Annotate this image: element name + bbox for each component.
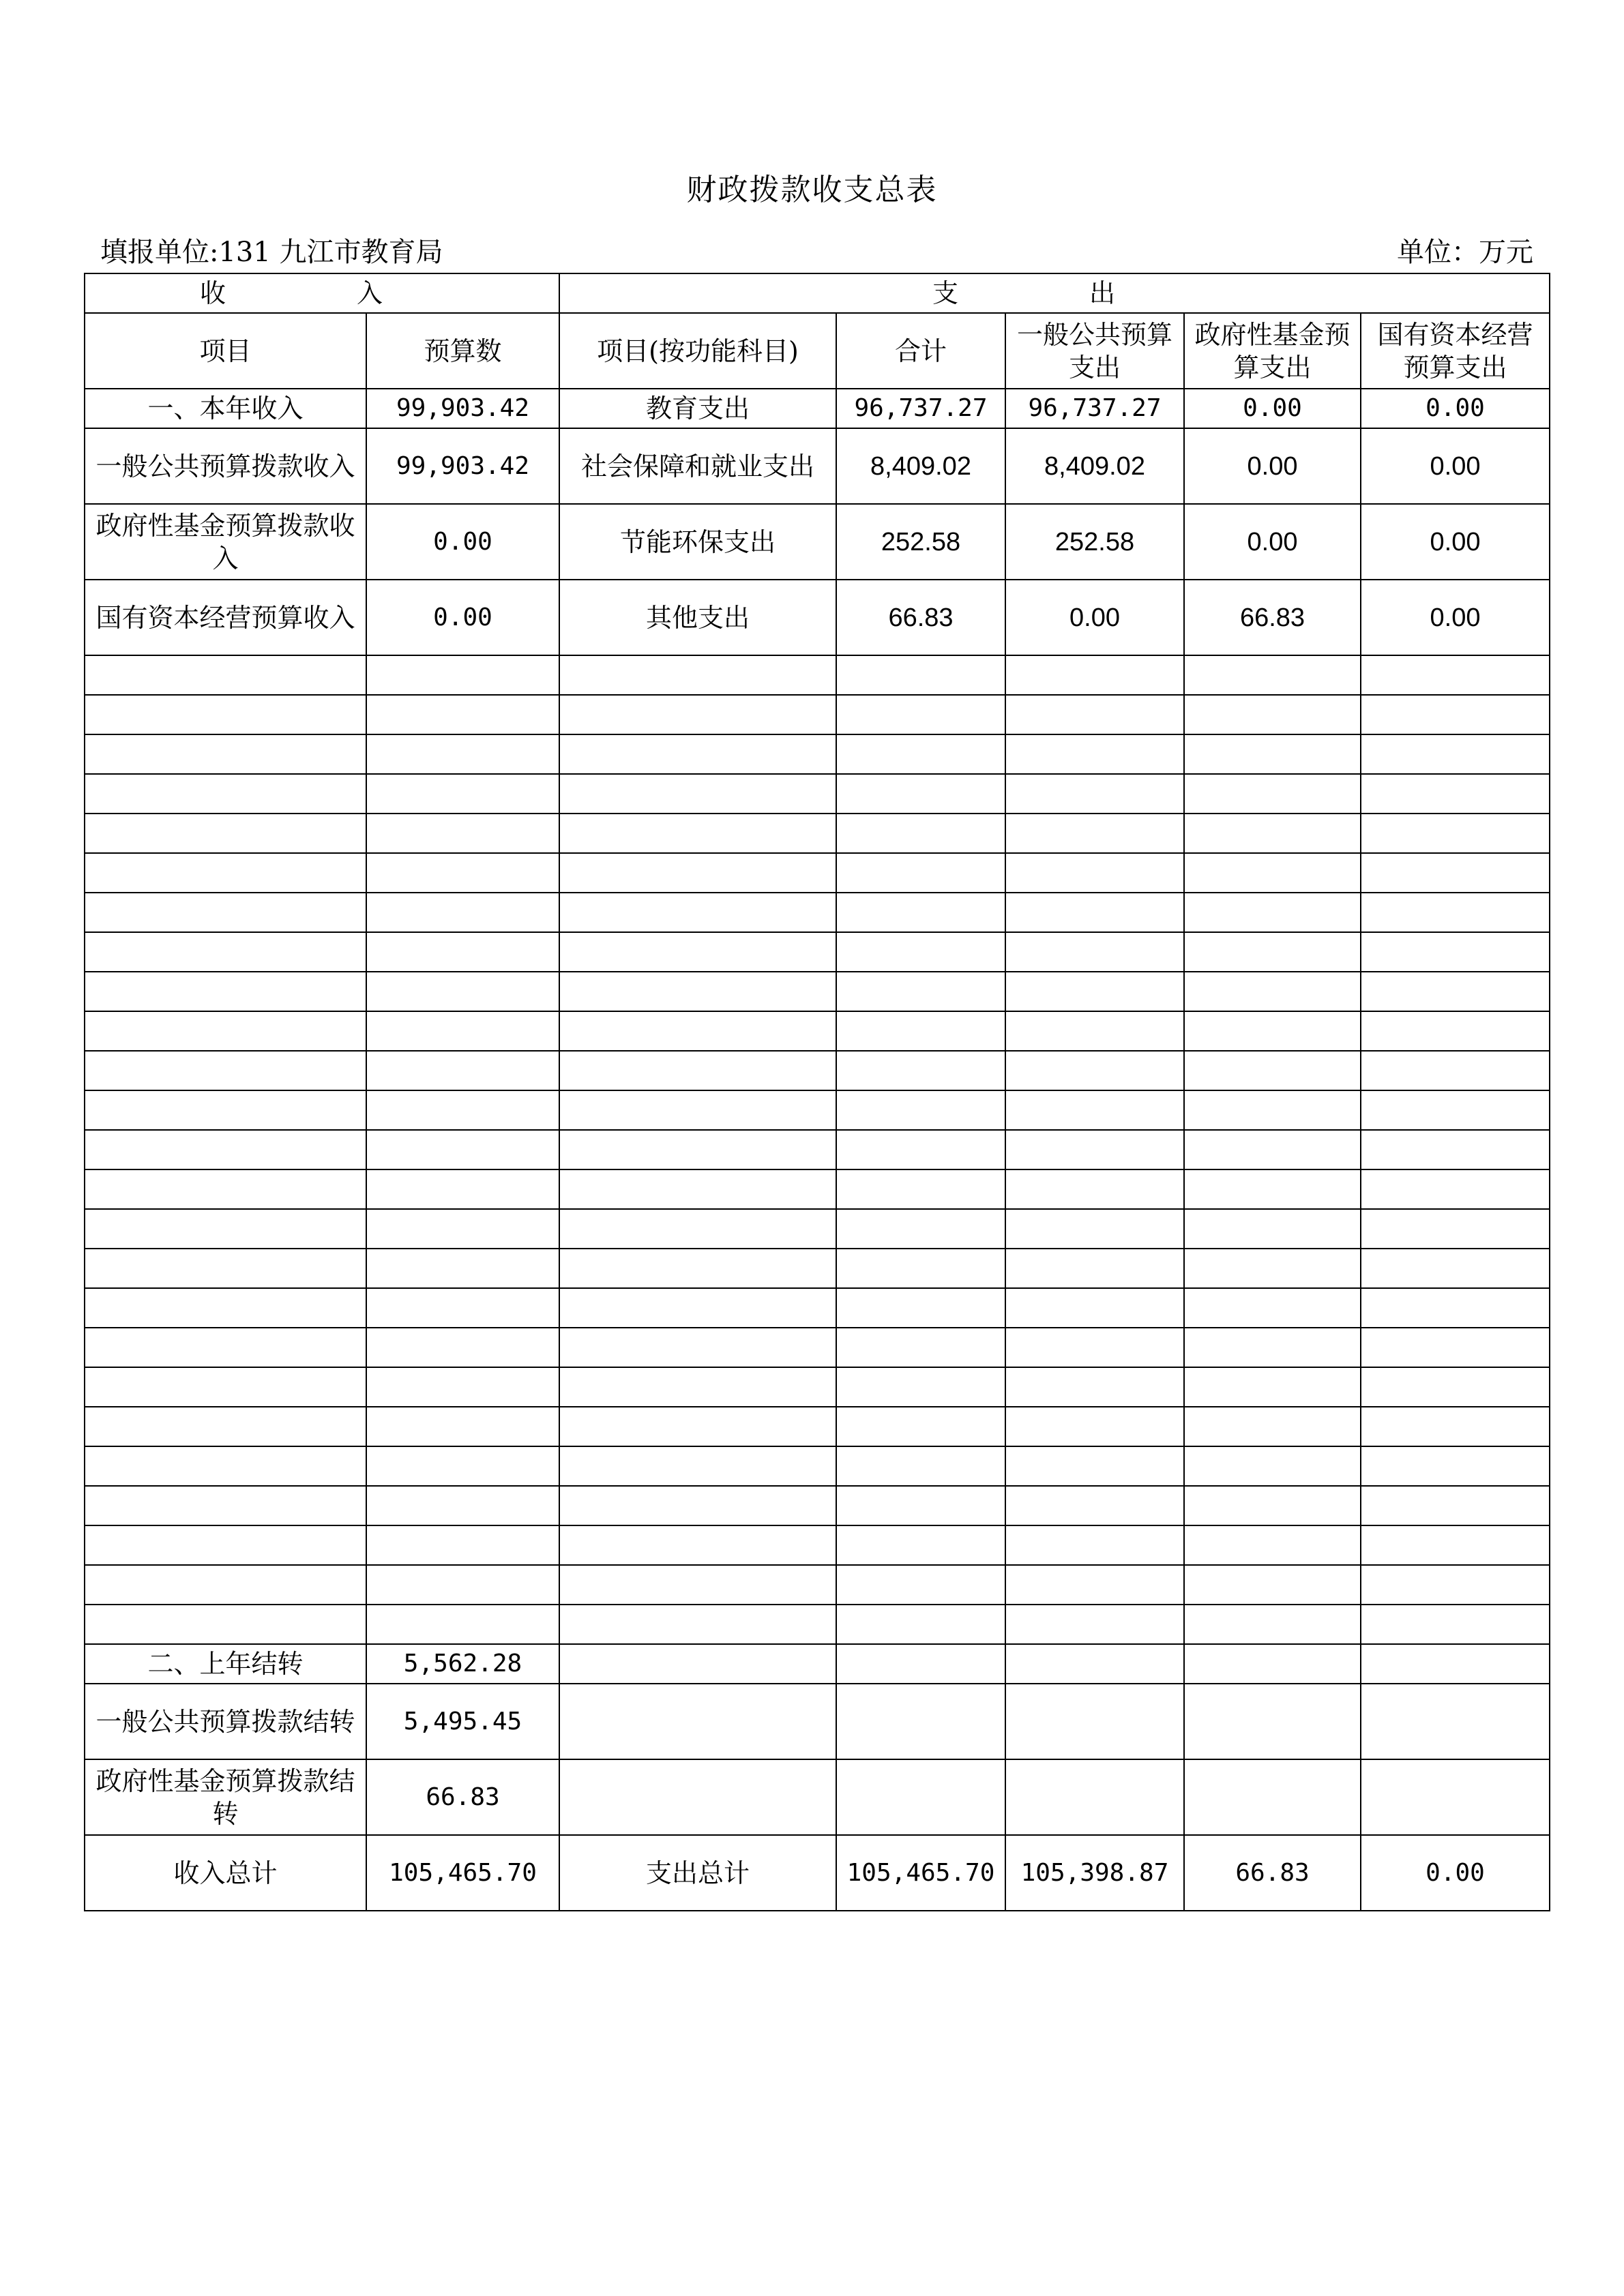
empty-cell bbox=[559, 1090, 836, 1130]
income-label: 一般公共预算拨款收入 bbox=[85, 428, 366, 504]
income-value: 0.00 bbox=[366, 580, 559, 655]
expense-gov-fund: 0.00 bbox=[1184, 428, 1361, 504]
empty-cell bbox=[559, 1169, 836, 1209]
empty-row bbox=[85, 1209, 1550, 1249]
empty-cell bbox=[366, 893, 559, 932]
empty-cell bbox=[559, 655, 836, 695]
expense-grand-total: 105,465.70 bbox=[836, 1835, 1005, 1911]
empty-cell bbox=[1361, 1446, 1550, 1486]
empty-cell bbox=[85, 1407, 366, 1446]
empty-cell bbox=[559, 1011, 836, 1051]
empty-cell bbox=[1005, 774, 1184, 814]
empty-cell bbox=[85, 695, 366, 734]
empty-cell bbox=[366, 1249, 559, 1288]
empty-cell bbox=[1005, 1130, 1184, 1169]
empty-cell bbox=[836, 1288, 1005, 1328]
carryover-label: 政府性基金预算拨款结转 bbox=[85, 1759, 366, 1835]
empty-cell bbox=[1005, 1407, 1184, 1446]
empty-cell bbox=[85, 1288, 366, 1328]
empty-cell bbox=[366, 734, 559, 774]
empty-cell bbox=[836, 1090, 1005, 1130]
empty-cell bbox=[1184, 1169, 1361, 1209]
empty-cell bbox=[1005, 1446, 1184, 1486]
empty-cell bbox=[1005, 1209, 1184, 1249]
empty-cell bbox=[1005, 695, 1184, 734]
empty-cell bbox=[836, 1209, 1005, 1249]
empty-cell bbox=[559, 932, 836, 972]
empty-cell bbox=[85, 1169, 366, 1209]
empty-cell bbox=[559, 1525, 836, 1565]
empty-cell bbox=[85, 1446, 366, 1486]
totals-row bbox=[85, 1835, 1550, 1911]
empty-cell bbox=[1005, 1486, 1184, 1525]
empty-cell bbox=[1361, 1605, 1550, 1644]
empty-row bbox=[85, 1605, 1550, 1644]
empty-cell bbox=[366, 1525, 559, 1565]
empty-cell bbox=[559, 893, 836, 932]
empty-cell bbox=[1184, 1525, 1361, 1565]
empty-row bbox=[85, 1486, 1550, 1525]
empty-cell bbox=[559, 1130, 836, 1169]
empty-cell bbox=[836, 1486, 1005, 1525]
expense-state-capital: 0.00 bbox=[1361, 389, 1550, 428]
income-label: 一、本年收入 bbox=[85, 389, 366, 428]
empty-cell bbox=[85, 893, 366, 932]
empty-cell bbox=[1361, 1249, 1550, 1288]
empty-cell bbox=[559, 1209, 836, 1249]
empty-cell bbox=[1005, 1169, 1184, 1209]
empty-cell bbox=[836, 695, 1005, 734]
empty-cell bbox=[1184, 1407, 1361, 1446]
empty-cell bbox=[1361, 1130, 1550, 1169]
empty-cell bbox=[559, 1486, 836, 1525]
empty-cell bbox=[836, 1525, 1005, 1565]
empty-cell bbox=[836, 853, 1005, 893]
expense-label: 社会保障和就业支出 bbox=[559, 428, 836, 504]
empty-cell bbox=[1361, 1288, 1550, 1328]
table-row bbox=[85, 1684, 1550, 1759]
expense-gov-fund-total: 66.83 bbox=[1184, 1835, 1361, 1911]
empty-cell bbox=[1184, 814, 1361, 853]
empty-row bbox=[85, 1130, 1550, 1169]
empty-cell bbox=[366, 1565, 559, 1605]
empty-cell bbox=[1005, 1090, 1184, 1130]
empty-cell bbox=[1184, 932, 1361, 972]
expense-gov-fund: 0.00 bbox=[1184, 504, 1361, 580]
empty-cell bbox=[1005, 814, 1184, 853]
empty-cell bbox=[1005, 655, 1184, 695]
empty-row bbox=[85, 853, 1550, 893]
empty-cell bbox=[836, 972, 1005, 1011]
empty-row bbox=[85, 1328, 1550, 1367]
table-row bbox=[85, 580, 1550, 655]
empty-cell bbox=[1361, 1169, 1550, 1209]
empty-cell bbox=[559, 774, 836, 814]
empty-row bbox=[85, 1090, 1550, 1130]
empty-row bbox=[85, 695, 1550, 734]
expense-total: 252.58 bbox=[836, 504, 1005, 580]
empty-cell bbox=[1184, 774, 1361, 814]
empty-cell bbox=[1361, 1407, 1550, 1446]
empty-cell bbox=[85, 734, 366, 774]
col-budget: 预算数 bbox=[366, 313, 559, 389]
empty-cell bbox=[836, 1249, 1005, 1288]
empty-cell bbox=[1184, 734, 1361, 774]
empty-cell bbox=[1361, 734, 1550, 774]
empty-cell bbox=[1184, 1328, 1361, 1367]
empty-cell bbox=[836, 774, 1005, 814]
empty-cell bbox=[559, 1565, 836, 1605]
unit-label: 单位：万元 bbox=[1397, 237, 1533, 268]
income-label: 国有资本经营预算收入 bbox=[85, 580, 366, 655]
empty-cell bbox=[559, 972, 836, 1011]
income-header: 收 入 bbox=[85, 273, 559, 313]
empty-cell bbox=[366, 1288, 559, 1328]
empty-cell bbox=[1184, 1367, 1361, 1407]
empty-cell bbox=[1005, 893, 1184, 932]
empty-cell bbox=[1361, 972, 1550, 1011]
empty-cell bbox=[85, 1090, 366, 1130]
empty-cell bbox=[85, 1011, 366, 1051]
empty-cell bbox=[85, 1249, 366, 1288]
income-total-label: 收入总计 bbox=[85, 1835, 366, 1911]
empty-cell bbox=[836, 1169, 1005, 1209]
empty-cell bbox=[836, 1328, 1005, 1367]
empty-cell bbox=[836, 1051, 1005, 1090]
table-row bbox=[85, 1759, 1550, 1835]
empty-cell bbox=[1184, 1090, 1361, 1130]
empty-cell bbox=[85, 1605, 366, 1644]
empty-cell bbox=[1184, 1486, 1361, 1525]
col-item: 项目 bbox=[85, 313, 366, 389]
empty-cell bbox=[1184, 695, 1361, 734]
empty-row bbox=[85, 1051, 1550, 1090]
empty-cell bbox=[1361, 853, 1550, 893]
empty-cell bbox=[1361, 1090, 1550, 1130]
empty-row bbox=[85, 814, 1550, 853]
empty-cell bbox=[1361, 1051, 1550, 1090]
empty-cell bbox=[366, 814, 559, 853]
empty-row bbox=[85, 734, 1550, 774]
empty-cell bbox=[836, 814, 1005, 853]
empty-cell bbox=[1361, 1209, 1550, 1249]
col-state-capital: 国有资本经营预算支出 bbox=[1361, 313, 1550, 389]
empty-row bbox=[85, 1288, 1550, 1328]
empty-cell bbox=[1184, 1288, 1361, 1328]
income-value: 0.00 bbox=[366, 504, 559, 580]
income-value: 99,903.42 bbox=[366, 428, 559, 504]
empty-row bbox=[85, 932, 1550, 972]
empty-cell bbox=[85, 774, 366, 814]
col-total: 合计 bbox=[836, 313, 1005, 389]
empty-cell bbox=[1005, 1249, 1184, 1288]
empty-row bbox=[85, 1367, 1550, 1407]
income-total-value: 105,465.70 bbox=[366, 1835, 559, 1911]
table-row bbox=[85, 1644, 1550, 1684]
empty-cell bbox=[1005, 932, 1184, 972]
empty-cell bbox=[1005, 1605, 1184, 1644]
empty-cell bbox=[836, 1367, 1005, 1407]
empty-cell bbox=[836, 655, 1005, 695]
empty-cell bbox=[1361, 1565, 1550, 1605]
empty-cell bbox=[366, 1367, 559, 1407]
empty-cell bbox=[366, 1011, 559, 1051]
empty-row bbox=[85, 1525, 1550, 1565]
empty-cell bbox=[1361, 774, 1550, 814]
empty-cell bbox=[366, 1169, 559, 1209]
empty-cell bbox=[836, 1565, 1005, 1605]
expense-gov-fund: 0.00 bbox=[1184, 389, 1361, 428]
empty-cell bbox=[1005, 1328, 1184, 1367]
empty-cell bbox=[1005, 1565, 1184, 1605]
empty-cell bbox=[1184, 1565, 1361, 1605]
empty-cell bbox=[85, 814, 366, 853]
section-header-row bbox=[85, 273, 1550, 313]
empty-cell bbox=[1184, 972, 1361, 1011]
page-title: 财政拨款收支总表 bbox=[686, 173, 938, 207]
empty-cell bbox=[1184, 893, 1361, 932]
income-value: 99,903.42 bbox=[366, 389, 559, 428]
empty-cell bbox=[836, 1407, 1005, 1446]
empty-cell bbox=[366, 972, 559, 1011]
empty-cell bbox=[1361, 1486, 1550, 1525]
empty-cell bbox=[85, 1209, 366, 1249]
empty-cell bbox=[85, 1486, 366, 1525]
empty-cell bbox=[366, 932, 559, 972]
empty-cell bbox=[1361, 695, 1550, 734]
expense-general: 252.58 bbox=[1005, 504, 1184, 580]
empty-cell bbox=[1005, 972, 1184, 1011]
empty-cell bbox=[559, 1288, 836, 1328]
empty-row bbox=[85, 893, 1550, 932]
empty-row bbox=[85, 774, 1550, 814]
empty-cell bbox=[1184, 1011, 1361, 1051]
empty-row bbox=[85, 1249, 1550, 1288]
col-general: 一般公共预算支出 bbox=[1005, 313, 1184, 389]
empty-cell bbox=[85, 1051, 366, 1090]
empty-cell bbox=[1005, 1011, 1184, 1051]
empty-cell bbox=[85, 932, 366, 972]
empty-cell bbox=[1005, 1051, 1184, 1090]
expense-label: 节能环保支出 bbox=[559, 504, 836, 580]
empty-cell bbox=[1005, 1367, 1184, 1407]
empty-cell bbox=[559, 1407, 836, 1446]
expense-general: 96,737.27 bbox=[1005, 389, 1184, 428]
expense-state-capital: 0.00 bbox=[1361, 504, 1550, 580]
expense-label: 教育支出 bbox=[559, 389, 836, 428]
empty-cell bbox=[836, 734, 1005, 774]
empty-cell bbox=[366, 1446, 559, 1486]
expense-total: 8,409.02 bbox=[836, 428, 1005, 504]
empty-cell bbox=[366, 1486, 559, 1525]
empty-cell bbox=[1005, 1525, 1184, 1565]
table-row bbox=[85, 428, 1550, 504]
empty-cell bbox=[559, 1328, 836, 1367]
empty-cell bbox=[836, 1130, 1005, 1169]
col-gov-fund: 政府性基金预算支出 bbox=[1184, 313, 1361, 389]
empty-cell bbox=[85, 1565, 366, 1605]
empty-cell bbox=[85, 1367, 366, 1407]
column-header-row bbox=[85, 313, 1550, 389]
empty-cell bbox=[1005, 853, 1184, 893]
table-row bbox=[85, 504, 1550, 580]
expense-state-capital-total: 0.00 bbox=[1361, 1835, 1550, 1911]
empty-cell bbox=[1361, 893, 1550, 932]
empty-cell bbox=[1361, 932, 1550, 972]
empty-cell bbox=[366, 1407, 559, 1446]
empty-cell bbox=[559, 1367, 836, 1407]
empty-cell bbox=[559, 1051, 836, 1090]
empty-row bbox=[85, 1011, 1550, 1051]
expense-general-total: 105,398.87 bbox=[1005, 1835, 1184, 1911]
expense-gov-fund: 66.83 bbox=[1184, 580, 1361, 655]
empty-cell bbox=[1361, 1011, 1550, 1051]
empty-cell bbox=[366, 853, 559, 893]
carryover-value: 5,495.45 bbox=[366, 1684, 559, 1759]
expense-general: 0.00 bbox=[1005, 580, 1184, 655]
empty-row bbox=[85, 1407, 1550, 1446]
expense-total: 66.83 bbox=[836, 580, 1005, 655]
empty-cell bbox=[836, 1011, 1005, 1051]
empty-cell bbox=[85, 1525, 366, 1565]
empty-cell bbox=[366, 1328, 559, 1367]
empty-cell bbox=[366, 1130, 559, 1169]
empty-cell bbox=[1005, 734, 1184, 774]
empty-cell bbox=[559, 853, 836, 893]
fiscal-summary-table bbox=[84, 273, 1550, 1911]
empty-row bbox=[85, 1169, 1550, 1209]
empty-cell bbox=[836, 893, 1005, 932]
empty-cell bbox=[1184, 1209, 1361, 1249]
col-func-item: 项目(按功能科目) bbox=[559, 313, 836, 389]
empty-cell bbox=[559, 1446, 836, 1486]
empty-row bbox=[85, 972, 1550, 1011]
empty-cell bbox=[366, 695, 559, 734]
empty-cell bbox=[366, 655, 559, 695]
empty-cell bbox=[85, 853, 366, 893]
expense-state-capital: 0.00 bbox=[1361, 580, 1550, 655]
empty-row bbox=[85, 1446, 1550, 1486]
empty-cell bbox=[366, 1090, 559, 1130]
expense-total: 96,737.27 bbox=[836, 389, 1005, 428]
empty-row bbox=[85, 1565, 1550, 1605]
reporting-unit: 填报单位:131 九江市教育局 bbox=[100, 237, 443, 268]
empty-cell bbox=[1184, 1605, 1361, 1644]
empty-cell bbox=[1184, 655, 1361, 695]
empty-cell bbox=[1184, 1130, 1361, 1169]
empty-cell bbox=[1361, 814, 1550, 853]
carryover-value: 66.83 bbox=[366, 1759, 559, 1835]
empty-cell bbox=[1361, 655, 1550, 695]
empty-cell bbox=[1361, 1367, 1550, 1407]
empty-cell bbox=[85, 1328, 366, 1367]
empty-cell bbox=[559, 814, 836, 853]
carryover-label: 一般公共预算拨款结转 bbox=[85, 1684, 366, 1759]
empty-cell bbox=[1361, 1328, 1550, 1367]
empty-cell bbox=[836, 1605, 1005, 1644]
expense-header: 支 出 bbox=[559, 273, 1550, 313]
empty-cell bbox=[366, 1051, 559, 1090]
empty-cell bbox=[1184, 853, 1361, 893]
expense-label: 其他支出 bbox=[559, 580, 836, 655]
empty-cell bbox=[1005, 1288, 1184, 1328]
empty-cell bbox=[366, 1209, 559, 1249]
empty-cell bbox=[366, 1605, 559, 1644]
empty-cell bbox=[85, 972, 366, 1011]
empty-cell bbox=[836, 1446, 1005, 1486]
empty-cell bbox=[559, 734, 836, 774]
empty-row bbox=[85, 655, 1550, 695]
empty-cell bbox=[1184, 1249, 1361, 1288]
expense-general: 8,409.02 bbox=[1005, 428, 1184, 504]
carryover-value: 5,562.28 bbox=[366, 1644, 559, 1684]
empty-cell bbox=[85, 655, 366, 695]
expense-state-capital: 0.00 bbox=[1361, 428, 1550, 504]
empty-cell bbox=[1361, 1525, 1550, 1565]
income-label: 政府性基金预算拨款收入 bbox=[85, 504, 366, 580]
carryover-label: 二、上年结转 bbox=[85, 1644, 366, 1684]
empty-cell bbox=[1184, 1446, 1361, 1486]
table-row bbox=[85, 389, 1550, 428]
empty-cell bbox=[1184, 1051, 1361, 1090]
empty-cell bbox=[366, 774, 559, 814]
expense-total-label: 支出总计 bbox=[559, 1835, 836, 1911]
empty-cell bbox=[559, 1605, 836, 1644]
empty-cell bbox=[85, 1130, 366, 1169]
empty-cell bbox=[559, 1249, 836, 1288]
empty-cell bbox=[559, 695, 836, 734]
empty-cell bbox=[836, 932, 1005, 972]
